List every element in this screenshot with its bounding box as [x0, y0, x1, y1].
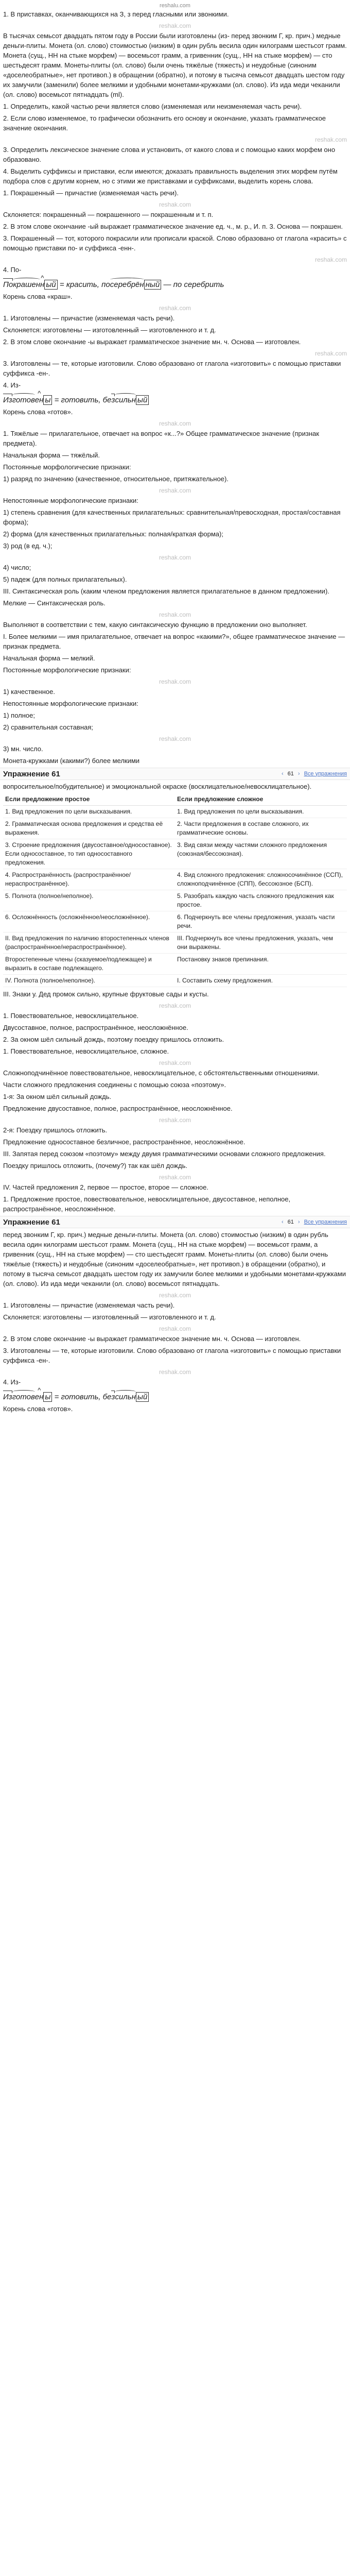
exercise-title: Упражнение 61 — [3, 769, 60, 778]
solution-line: Непостоянные морфологические признаки: — [3, 497, 138, 504]
table-cell-complex: 3. Вид связи между частями сложного предложения (союзная/бессоюзная). — [175, 839, 347, 869]
watermark: reshak.com — [159, 554, 191, 561]
solution-line: Предложение односоставное безличное, распространённое, неосложнённое. — [3, 1138, 246, 1146]
exercise-nav — [282, 769, 347, 779]
solution-line: 1. Изготовлены — причастие (изменяемая часть речи). — [3, 314, 175, 322]
table-cell-complex: 1. Вид предложения по цели высказывания. — [175, 806, 347, 818]
example-word: красить, по — [66, 280, 110, 289]
watermark: reshak.com — [159, 1325, 191, 1332]
solution-line: 3. Покрашенный — тот, которого покрасили или прописали краской. Слово образовано от глагола «красить» с помощью приставки по- и суффикса -енн-. — [3, 234, 347, 252]
root: готов — [12, 1389, 35, 1402]
solution-line: III. Синтаксическая роль (каким членом предложения является прилагательное в данном предложении). — [3, 587, 329, 595]
solution-line: Сложноподчинённое повествовательное, невосклицательное, с обстоятельственными отношениями. — [3, 1069, 320, 1077]
solution-line: Склоняется: изготовлены — изготовленный — изготовленного и т. д. — [3, 1313, 216, 1321]
example-root: сильн — [115, 392, 135, 405]
example-root: серебрён — [110, 277, 144, 290]
solution-line: 1. Тяжёлые — прилагательное, отвечает на вопрос «к...?» Общее грамматическое значение (признак предмета). — [3, 430, 319, 447]
root: готов — [12, 392, 35, 405]
solution-line: Склоняется: покрашенный — покрашенного — покрашенным и т. п. — [3, 211, 214, 218]
solution-line: Постоянные морфологические признаки: — [3, 463, 131, 471]
table-cell-complex: 4. Вид сложного предложения: сложносочинённое (ССП), сложноподчинённое (СПП), бессоюзное (БСП). — [175, 869, 347, 890]
solution-line: I. Более мелкими — имя прилагательное, отвечает на вопрос «какими?», общее грамматическое значение — признак предмета. — [3, 633, 345, 650]
solution-line: 4. По- — [3, 266, 22, 274]
solution-line: 2. За окном шёл сильный дождь, поэтому поездку пришлось отложить. — [3, 1036, 224, 1043]
exercise-counter: 61 — [287, 770, 294, 777]
ending: ы — [43, 1392, 52, 1402]
solution-line: 1) качественное. — [3, 688, 55, 696]
equals-sign: = — [54, 1393, 59, 1401]
solution-line: 2) сравнительная составная; — [3, 723, 93, 731]
table-row — [3, 818, 347, 839]
watermark: reshak.com — [314, 136, 347, 143]
table-row — [3, 869, 347, 890]
table-cell-complex: 5. Разобрать каждую часть сложного предложения как простое. — [175, 890, 347, 911]
example-prefix: з — [111, 392, 115, 405]
table-cell-simple: 5. Полнота (полное/неполное). — [3, 890, 175, 911]
watermark: reshak.com — [159, 678, 191, 685]
table-row — [3, 933, 347, 954]
watermark: reshak.com — [159, 1059, 191, 1066]
table-cell-simple: Второстепенные члены (сказуемое/подлежащее) и выразить в составе подлежащего. — [3, 954, 175, 975]
solution-line: III. Знаки у. Дед промок сильно, крупные фруктовые сады и кусты. — [3, 990, 209, 998]
prefix: Из — [3, 392, 12, 405]
solution-line: 1) разряд по значению (качественное, относительное, притяжательное). — [3, 475, 229, 483]
example-ending: ный — [144, 280, 162, 290]
solution-line: 2. В этом слове окончание -ы выражает грамматическое значение мн. ч. Основа — изготовлен. — [3, 338, 301, 346]
solution-part-3 — [3, 1230, 347, 1387]
solution-line: 1. Повествовательное, невосклицательное. — [3, 1012, 139, 1020]
table-row — [3, 975, 347, 987]
table-cell-simple: 4. Распространённость (распространённое/нераспространённое). — [3, 869, 175, 890]
table-cell-simple: II. Вид предложения по наличию второстепенных членов (распространённое/нераспространённое). — [3, 933, 175, 954]
watermark: reshak.com — [314, 256, 347, 263]
watermark: reshak.com — [159, 487, 191, 494]
solution-part-1b — [3, 292, 347, 390]
watermark: reshak.com — [159, 1292, 191, 1299]
solution-part-1c — [3, 407, 347, 766]
ending: ый — [44, 280, 57, 290]
watermark: reshak.com — [159, 611, 191, 618]
watermark: reshak.com — [159, 1116, 191, 1124]
table-row — [3, 839, 347, 869]
solution-section-2 — [3, 989, 347, 1214]
watermark: reshak.com — [159, 1368, 191, 1376]
exercise-bar — [0, 768, 350, 780]
next-arrow-icon[interactable]: › — [297, 1218, 300, 1225]
next-arrow-icon[interactable]: › — [297, 770, 300, 777]
solution-line: Выполняют в соответствии с тем, какую синтаксическую функцию в предложении оно выполняет. — [3, 621, 307, 629]
prev-arrow-icon[interactable]: ‹ — [281, 1218, 284, 1225]
solution-line: Начальная форма — мелкий. — [3, 654, 95, 662]
watermark: reshak.com — [159, 420, 191, 427]
table-cell-simple: 6. Осложнённость (осложнённое/неосложнённое). — [3, 911, 175, 933]
root: крашен — [13, 277, 40, 290]
prev-arrow-icon[interactable]: ‹ — [281, 770, 284, 777]
equals-sign: = — [59, 280, 64, 289]
solution-line: IV. Частей предложения 2, первое — простое, второе — сложное. — [3, 1183, 208, 1191]
solution-line: 3) род (в ед. ч.); — [3, 542, 52, 550]
equals-sign: = — [54, 396, 59, 404]
table-cell-complex: III. Подчеркнуть все члены предложения, указать, чем они выражены. — [175, 933, 347, 954]
solution-line: Монета-кружками (какими?) более мелкими — [3, 757, 140, 765]
solution-part-1 — [3, 9, 347, 275]
morpheme-line-1 — [3, 277, 347, 290]
solution-line: III. Запятая перед союзом «поэтому» между двумя грамматическими основами сложного предложения. — [3, 1150, 326, 1158]
table-row — [3, 911, 347, 933]
solution-line: 3. Изготовлены — те, которые изготовили. Слово образовано от глагола «изготовить» с помощью приставки суффикса -ен-. — [3, 360, 341, 377]
site-header — [0, 0, 350, 9]
watermark: reshak.com — [159, 735, 191, 742]
example-ending: ый — [136, 1392, 149, 1402]
solution-line: 1) степень сравнения (для качественных прилагательных: сравнительная/превосходная, простая/составная форма); — [3, 509, 341, 526]
solution-line: 1. Предложение простое, повествовательное, невосклицательное, двусоставное, неполное, распространённое, неосложнённое. — [3, 1195, 291, 1213]
watermark: reshak.com — [159, 1002, 191, 1009]
suffix: ^ н — [40, 277, 44, 290]
solution-line: 3. Изготовлены — те, которые изготовили. Слово образовано от глагола «изготовить» с помощью приставки суффикса -ен-. — [3, 1347, 341, 1364]
solution-line: Непостоянные морфологические признаки: — [3, 700, 138, 707]
watermark: reshak.com — [159, 22, 191, 29]
section2-intro: вопросительное/побудительное) и эмоциональной окраске (восклицательное/невосклицательное). — [3, 783, 312, 790]
solution-line: Предложение двусоставное, полное, распространённое, неосложнённое. — [3, 1105, 233, 1112]
table-cell-simple: 1. Вид предложения по цели высказывания. — [3, 806, 175, 818]
solution-line: 1. Определить, какой частью речи является слово (изменяемая или неизменяемая часть речи). — [3, 103, 302, 110]
solution-line: 4. Из- — [3, 381, 21, 389]
site-header-link[interactable]: reshalu.com — [160, 3, 190, 9]
solution-line: 2-я: Поездку пришлось отложить. — [3, 1126, 108, 1134]
watermark: reshak.com — [314, 350, 347, 357]
table-cell-simple: 3. Строение предложения (двусоставное/односоставное). Если односоставное, то тип односоставного предложения. — [3, 839, 175, 869]
all-exercises-link[interactable]: Все упражнения — [304, 770, 347, 777]
table-cell-complex: I. Составить схему предложения. — [175, 975, 347, 987]
example-tail: — по серебрить — [163, 280, 224, 289]
prefix: Из — [3, 1389, 12, 1402]
solution-line: 2. В этом слове окончание -ый выражает грамматическое значение ед. ч., м. р., И. п. 3. Основа — покрашен. — [3, 223, 343, 230]
example-prefix: з — [111, 1389, 115, 1402]
watermark: reshak.com — [159, 201, 191, 208]
table-cell-complex: 6. Подчеркнуть все члены предложения, указать части речи. — [175, 911, 347, 933]
solution-line: Начальная форма — тяжёлый. — [3, 451, 100, 459]
solution-line: Поездку пришлось отложить, (почему?) так как шёл дождь. — [3, 1162, 187, 1170]
solution-line: 4. Выделить суффиксы и приставки, если имеются; доказать правильность выделения этих морфем путём подбора слов с другим корнем, но с этими же приставками и суффиксами, выделить корень слова. — [3, 167, 338, 185]
solution-line: 4) число; — [3, 564, 31, 571]
solution-line: Постоянные морфологические признаки: — [3, 666, 131, 674]
solution-line: 1. В приставках, оканчивающихся на З, з перед гласными или звонкими. — [3, 10, 229, 18]
solution-line: Двусоставное, полное, распространённое, неосложнённое. — [3, 1024, 188, 1031]
solution-line: перед звонким Г, кр. прич.) медные деньги-плиты. Монета (ол. слово) стоимостью (низким) в один рубль весила один килограмм шестьсот грамм. Монета (сущ., НН на стыке морфем) — восемьсот грамм, а гривенник (сущ., НН на стыке морфем) — сто шестьдесят грамм. Монеты-плиты (ол. слово) были очень тяжёлые (тяжесть) и неудобные (синоним «доселеобратные», нет противоп.) в обращении (обратно), и потому в тысяча семьсот двадцать шестом году их замучили более мелкими и удобными монетами-кружками (ол. слово). Из ида меди чеканили (ол. слово) восемьсот пятнадцать. — [3, 1231, 346, 1287]
solution-line: 3) мн. число. — [3, 745, 43, 753]
exercise-title: Упражнение 61 — [3, 1217, 60, 1227]
exercise-nav — [282, 1217, 347, 1227]
example-word: готовить, бе — [61, 396, 112, 404]
solution-line: 1) полное; — [3, 711, 35, 719]
table-cell-complex: Постановку знаков препинания. — [175, 954, 347, 975]
solution-line: 2. В этом слове окончание -ы выражает грамматическое значение мн. ч. Основа — изготовлен. — [3, 1335, 301, 1343]
table-row — [3, 954, 347, 975]
example-root: сильн — [115, 1389, 135, 1402]
all-exercises-link[interactable]: Все упражнения — [304, 1218, 347, 1225]
root-note: Корень слова «готов». — [3, 1405, 73, 1413]
solution-line: 1. Покрашенный — причастие (изменяемая часть речи). — [3, 189, 179, 197]
table-header-simple: Если предложение простое — [3, 793, 175, 806]
ending: ы — [43, 395, 52, 405]
solution-line: 2) форма (для качественных прилагательных: полная/краткая форма); — [3, 530, 223, 538]
exercise-bar — [0, 1216, 350, 1228]
analysis-plan-table — [3, 793, 347, 987]
table-cell-simple: 2. Грамматическая основа предложения и средства её выражения. — [3, 818, 175, 839]
example-ending: ый — [136, 395, 149, 405]
solution-line: 5) падеж (для полных прилагательных). — [3, 575, 127, 583]
table-cell-simple: IV. Полнота (полное/неполное). — [3, 975, 175, 987]
exercise-counter: 61 — [287, 1218, 294, 1225]
suffix: ^ ен — [35, 392, 44, 405]
table-row — [3, 890, 347, 911]
table-row — [3, 806, 347, 818]
prefix: По — [3, 277, 13, 290]
solution-line: Корень слова «краш». — [3, 293, 73, 300]
morpheme-line-3 — [3, 1389, 347, 1402]
solution-line: 1. Повествовательное, невосклицательное, сложное. — [3, 1047, 169, 1055]
watermark: reshak.com — [159, 1174, 191, 1181]
solution-line: 3. Определить лексическое значение слова и установить, от какого слова и с помощью каких морфем оно образовано. — [3, 146, 336, 163]
solution-line: Корень слова «готов». — [3, 408, 73, 416]
table-cell-complex: 2. Части предложения в составе сложного, их грамматические основы. — [175, 818, 347, 839]
example-word: готовить, бе — [61, 1393, 112, 1401]
solution-line: 2. Если слово изменяемое, то графически обозначить его основу и окончание, указать грамматическое значение окончания. — [3, 114, 326, 132]
suffix: ^ ен — [35, 1389, 44, 1402]
solution-line: 4. Из- — [3, 1378, 21, 1386]
solution-line: 1. Изготовлены — причастие (изменяемая часть речи). — [3, 1301, 175, 1309]
solution-line: 1-я: За окном шёл сильный дождь. — [3, 1093, 112, 1100]
solution-line: Мелкие — Синтаксическая роль. — [3, 599, 106, 607]
solution-content — [0, 9, 350, 1414]
table-header-complex: Если предложение сложное — [175, 793, 347, 806]
morpheme-line-2 — [3, 392, 347, 405]
solution-line: В тысячах семьсот двадцать пятом году в России были изготовлены (из- перед звонким Г, кр. прич.) медные деньги-плиты. Монета (ол. слово) стоимостью (низким) в один рубль весила один килограмм шестьсот грамм. Монета (сущ., НН на стыке морфем) — восемьсот грамм, а гривенник (сущ., НН на стыке морфем) — сто шестьдесят грамм. Монеты-плиты (ол. слово) были очень тяжёлые (тяжесть) и неудобные (синоним «доселеобратные», нет противоп.) в обращении (обратно), и потому в тысяча семьсот двадцать шестом году их замучили (заменили) более мелкими и удобными монетами-кружками (ол. слово). Из ида меди чеканили (ол. слово) восемьсот пятнадцать (ml). — [3, 32, 347, 98]
solution-line: Части сложного предложения соединены с помощью союза «поэтому». — [3, 1081, 226, 1089]
solution-line: Склоняется: изготовлены — изготовленный — изготовленного и т. д. — [3, 326, 216, 334]
watermark: reshak.com — [159, 304, 191, 312]
